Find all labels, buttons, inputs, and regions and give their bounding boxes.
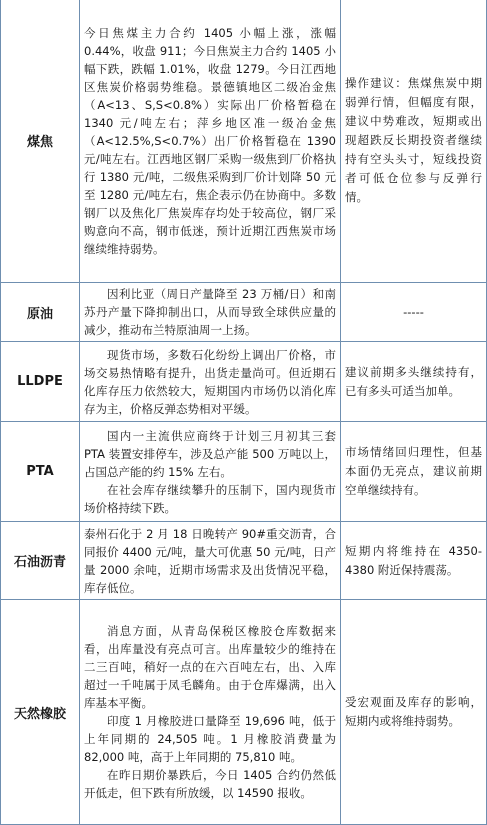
advice-cell: 短期内将维持在 4350-4380 附近保持震荡。	[341, 522, 487, 600]
commodity-name: LLDPE	[1, 342, 80, 422]
news-paragraph: 因利比亚（周日产量降至 23 万桶/日）和南苏丹产量下降抑制出口，从而导致全球供应量的减少，推动布兰特原油周一上扬。	[84, 287, 336, 337]
news-cell	[80, 342, 341, 422]
news-paragraph: 现货市场，多数石化纷纷上调出厂价格，市场交易热情略有提升，出货走量尚可。但近期石化库存压力依然较大，短期国内市场仍以消化库存为主，价格反弹态势相对平缓。	[84, 347, 336, 416]
news-cell	[80, 600, 341, 825]
row-crude-oil	[1, 283, 487, 342]
advice-cell: 建议前期多头继续持有，已有多头可适当加单。	[341, 342, 487, 422]
commodity-name: 石油沥青	[1, 522, 80, 600]
commodity-name: 煤焦	[1, 0, 80, 283]
commodity-name: PTA	[1, 422, 80, 522]
advice-cell: 市场情绪回归理性，但基本面仍无亮点，建议前期空单继续持有。	[341, 422, 487, 522]
news-paragraph: 泰州石化于 2 月 18 日晚转产 90#重交沥青，合同报价 4400 元/吨，量大可优惠 50 元/吨，日产量 2000 余吨，近期市场需求及出货情况平稳，库存低位。	[84, 526, 336, 595]
news-cell	[80, 422, 341, 522]
row-lldpe	[1, 342, 487, 422]
news-paragraph: 在社会库存继续攀升的压制下，国内现货市场价格持续下跌。	[84, 482, 336, 515]
row-pta	[1, 422, 487, 522]
news-paragraph: 消息方面，从青岛保税区橡胶仓库数据来看，出库量没有亮点可言。出库量较少的维持在二三百吨，稍好一点的在六百吨左右，出、入库超过一千吨属于凤毛麟角。由于仓库爆满，出入库基本平衡。	[84, 624, 336, 710]
news-paragraph: 在昨日期价暴跌后，今日 1405 合约仍然低开低走，但下跌有所放缓，以 14590 报收。	[84, 768, 336, 800]
news-cell	[80, 522, 341, 600]
news-paragraph: 今日焦煤主力合约 1405 小幅上涨，涨幅 0.44%，收盘 911；今日焦炭主力合约 1405 小幅下跌，跌幅 1.01%，收盘 1279。今日江西地区焦炭价格弱势维稳。景德镇地区二级冶金焦（A<13、S,S<0.8%）实际出厂价格暂稳在 1340 元/吨左右；萍乡地区准一级冶金焦（A<12.5%,S<0.7%）出厂价格暂稳在 1390 元/吨左右。江西地区钢厂采购一级焦到厂价格执行 1380 元/吨，二级焦采购到厂价计划降 50 元至 1280 元/吨左右，焦企表示仍在协商中。多数钢厂以及焦化厂焦炭库存均处于较高位，钢厂采购意向不高，钢市低迷，预计近期江西焦炭市场继续维持弱势。	[84, 25, 336, 256]
news-paragraph: 印度 1 月橡胶进口量降至 19,696 吨，低于上年同期的 24,505 吨。1 月橡胶消费量为 82,000 吨，高于上年同期的 75,810 吨。	[84, 714, 336, 764]
news-cell	[80, 0, 341, 283]
advice-cell: 受宏观面及库存的影响，短期内或将维持弱势。	[341, 600, 487, 825]
advice-cell: 操作建议：焦煤焦炭中期弱弹行情，但幅度有限，建议中势难改，短期或出现超跌反长期投资者继续持有空头头寸，短线投资者可低仓位参与反弹行情。	[341, 0, 487, 283]
news-cell	[80, 283, 341, 342]
row-coal-coke	[1, 0, 487, 283]
advice-cell: -----	[341, 283, 487, 342]
news-paragraph: 国内一主流供应商终于计划三月初其三套 PTA 装置安排停车，涉及总产能 500 万吨以上，占国总产能的约 15% 左右。	[84, 428, 336, 479]
commodity-name: 原油	[1, 283, 80, 342]
commodity-name: 天然橡胶	[1, 600, 80, 825]
row-natural-rubber	[1, 600, 487, 825]
row-asphalt	[1, 522, 487, 600]
